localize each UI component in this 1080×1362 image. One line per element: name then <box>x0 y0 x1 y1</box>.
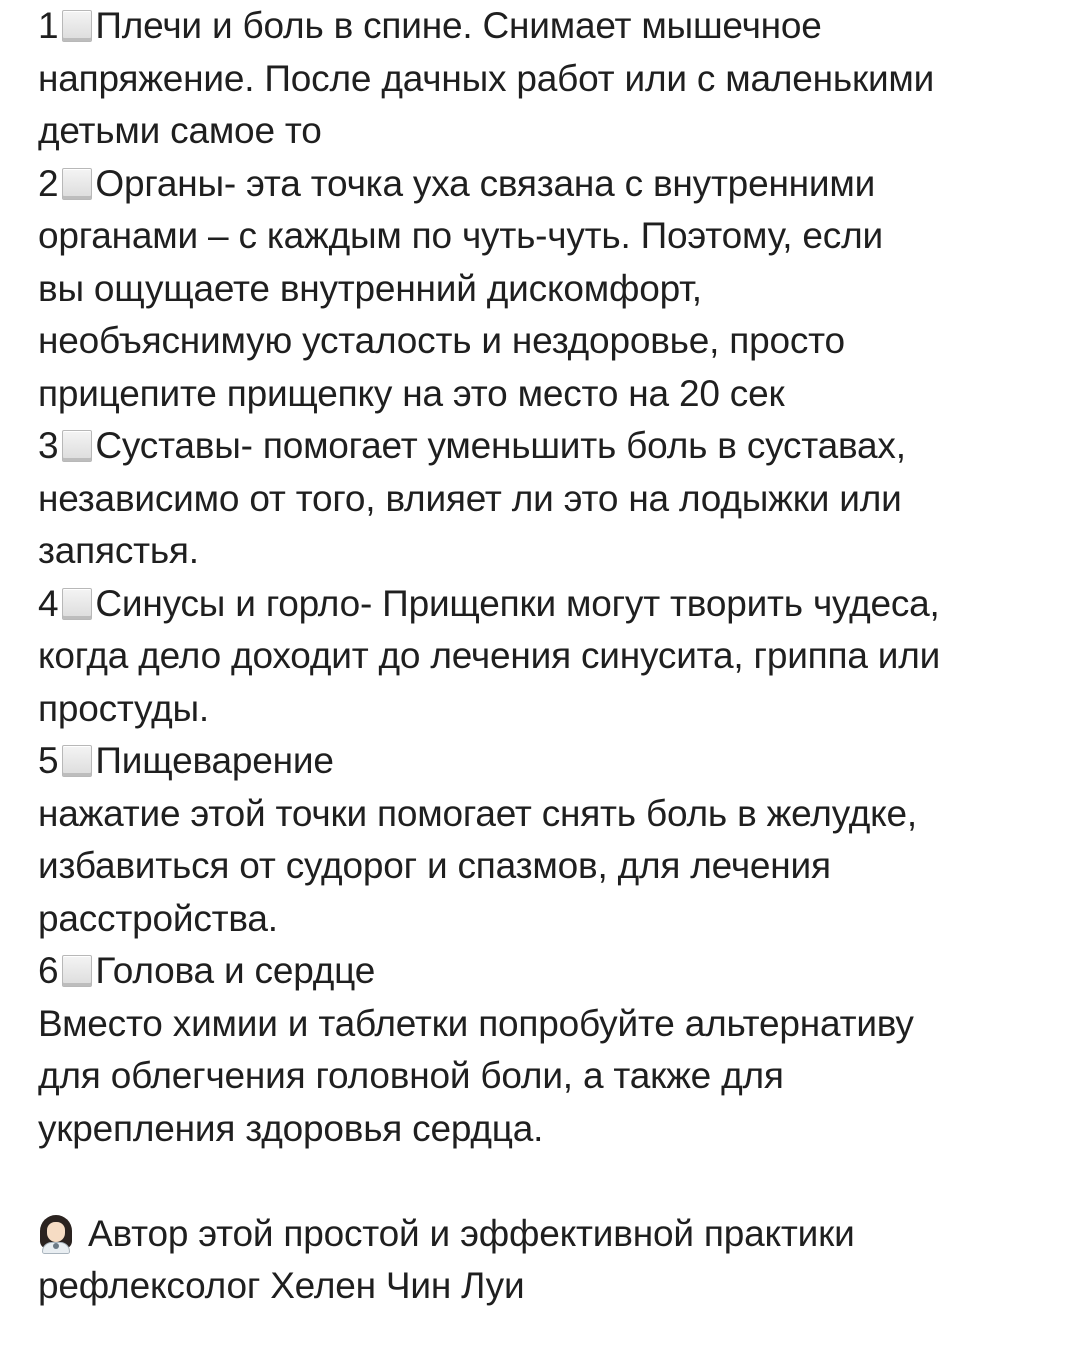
item-text: Суставы- помогает уменьшить боль в суставах, <box>95 425 906 466</box>
item-text: Пищеварение <box>95 740 334 781</box>
item-6-line-2: Вместо химии и таблетки попробуйте альтернативу <box>38 1002 914 1044</box>
item-number: 3 <box>38 425 59 466</box>
item-text: Органы- эта точка уха связана с внутренними <box>95 162 876 204</box>
item-2-line-2: органами – с каждым по чуть-чуть. Поэтому, если <box>38 215 883 256</box>
item-6-line-3: для облегчения головной боли, а также для <box>38 1055 784 1096</box>
keycap-icon <box>62 955 92 987</box>
keycap-icon <box>62 168 92 200</box>
item-number: 1 <box>38 5 59 46</box>
item-1-line-2: напряжение. После дачных работ или с маленькими <box>38 57 935 99</box>
item-5-line-1 <box>38 735 1068 788</box>
keycap-icon <box>62 588 92 620</box>
item-2-line-5: прицепите прищепку на это место на 20 сек <box>38 372 785 414</box>
keycap-icon <box>62 745 92 777</box>
item-text: Плечи и боль в спине. Снимает мышечное <box>95 5 822 46</box>
item-number: 4 <box>38 582 59 624</box>
item-5-line-4: расстройства. <box>38 897 278 939</box>
keycap-icon <box>62 10 92 42</box>
item-3-line-1 <box>38 420 1068 473</box>
item-2-line-4: необъяснимую усталость и нездоровье, просто <box>38 320 845 361</box>
item-3-line-2: независимо от того, влияет ли это на лодыжки или <box>38 477 902 519</box>
keycap-icon <box>62 430 92 462</box>
item-4-line-1 <box>38 578 1068 631</box>
item-text: Синусы и горло- Прищепки могут творить чудеса, <box>95 582 940 624</box>
author-line-1 <box>38 1208 1068 1261</box>
item-2-line-3: вы ощущаете внутренний дискомфорт, <box>38 267 702 309</box>
item-2-line-1 <box>38 158 1068 211</box>
item-6-line-4: укрепления здоровья сердца. <box>38 1107 544 1149</box>
author-line-2: рефлексолог Хелен Чин Луи <box>38 1265 525 1306</box>
post-text <box>38 0 1068 1313</box>
item-5-line-3: избавиться от судорог и спазмов, для лечения <box>38 845 831 886</box>
item-4-line-2: когда дело доходит до лечения синусита, гриппа или <box>38 635 941 676</box>
item-5-line-2: нажатие этой точки помогает снять боль в желудке, <box>38 792 918 834</box>
item-number: 5 <box>38 740 59 781</box>
item-number: 2 <box>38 162 59 204</box>
blank-line <box>38 1155 1068 1208</box>
item-4-line-3: простуды. <box>38 687 209 729</box>
item-1-line-1 <box>38 0 1068 53</box>
item-3-line-3: запястья. <box>38 530 199 571</box>
item-1-line-3: детьми самое то <box>38 110 322 151</box>
item-number: 6 <box>38 950 59 991</box>
item-text: Голова и сердце <box>95 950 376 991</box>
item-6-line-1 <box>38 945 1068 998</box>
author-text: Автор этой простой и эффективной практики <box>88 1212 855 1254</box>
woman-health-worker-icon <box>38 1214 74 1254</box>
